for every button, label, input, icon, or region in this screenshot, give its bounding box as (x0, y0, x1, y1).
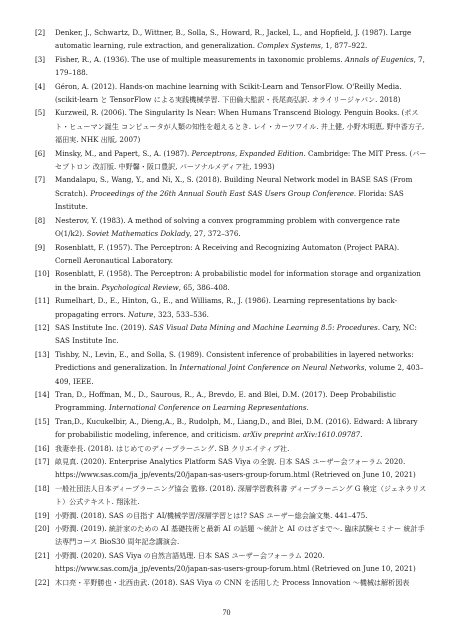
reference-source-title: Proceedings of the 26th Annual South East SAS Users Group Conference (90, 188, 354, 198)
reference-text-segment: , 1, 877–922. (320, 41, 368, 51)
reference-source-title: Soviet Mathematics Doklady (86, 229, 190, 239)
reference-item (35, 214, 427, 241)
reference-source-title: arXiv preprint arXiv:1610.09787 (242, 430, 361, 440)
reference-text-segment: . (306, 403, 309, 413)
reference-text-segment: 我妻幸長. (2018). はじめてのディープラーニング. SB クリエイティブ社. (55, 443, 290, 453)
reference-number: [4] (35, 81, 46, 91)
reference-text-segment: . Florida: SAS Institute. (55, 188, 404, 212)
reference-number: [19] (35, 510, 50, 520)
reference-item (35, 294, 427, 321)
reference-number: [9] (35, 242, 46, 252)
reference-text (55, 269, 421, 291)
reference-text-segment: 小野潤. (2019). 統計家のための AI 基礎技術と最新 AI の話題 〜統計と AI のはざまで〜. 臨床試験セミナー 統計手法専門コース BioS30 周年記念講演会. (55, 524, 425, 547)
reference-text-segment: Kurzweil, R. (2006). The Singularity Is Near: When Humans Transcend Biology. Penguin Books. (ポスト・ヒューマン誕生 コンピュータが人類の知性を超えるとき. レイ・カーツワイル. 井上健, 小野木明恵, 野中香方子, 福田実. NHK 出版, 2007) (55, 108, 425, 145)
reference-text-segment: 木口亮・平野勝也・北西由武. (2018). SAS Viya の CNN を活用した Process Innovation 〜機械は解析図表 (55, 577, 410, 587)
reference-item (35, 26, 427, 53)
reference-text (55, 243, 399, 265)
reference-text-segment: 畝見真. (2020). Enterprise Analytics Platform SAS Viya の全貌. 日本 SAS ユーザー会フォーラム 2020. https://www.sas.com/ja_jp/events/20/japan-sas-users-group-forum.html (Retrieved on June 10, 2021) (55, 457, 416, 480)
reference-text-segment: . Cambridge: The MIT Press. (パーセプトロン 改訂版. 中野馨・阪口豊訳, パーソナルメディア社, 1993) (55, 148, 427, 172)
reference-number: [14] (35, 389, 50, 399)
reference-text (55, 444, 289, 453)
reference-text-segment: Tran, D., Hoffman, M., D., Saurous, R., A., Brevdo, E. and Blei, D.M. (2017). Deep Probabilistic Programming. (55, 389, 397, 413)
reference-text (55, 511, 368, 520)
reference-text (55, 108, 424, 144)
reference-item (35, 522, 427, 549)
reference-item (35, 348, 427, 388)
reference-text-segment: Géron, A. (2012). Hands‐on machine learning with Scikit-Learn and TensorFlow. O'Reilly Media. (scikit-learn と TensorFlow による実践機械学習. 下田倫大監訳・長尾高弘訳. オライリージャパン. 2018) (55, 81, 402, 105)
reference-text (55, 296, 397, 318)
reference-text-segment: Denker, J., Schwartz, D., Wittner, B., Solla, S., Howard, R., Jackel, L., and Hopfield, J. (1987). Large automatic learning, rule extraction, and generalization. (55, 28, 412, 51)
reference-text (55, 216, 400, 238)
reference-text (55, 390, 396, 412)
reference-number: [21] (35, 550, 50, 560)
reference-number: [2] (35, 28, 46, 37)
reference-source-title: Complex Systems (257, 41, 321, 51)
reference-text-segment: . Cary, NC: SAS Institute Inc. (55, 322, 417, 346)
reference-text-segment: Tishby, N., Levin, E., and Solla, S. (1989). Consistent inference of probabilities in layered networks: Predictions and generalization. In (55, 349, 414, 373)
reference-number: [22] (35, 577, 50, 587)
reference-source-title: Nature (128, 309, 154, 319)
reference-text (55, 484, 426, 506)
reference-list (35, 26, 427, 589)
reference-item (35, 442, 427, 455)
reference-item (35, 267, 427, 294)
reference-text-segment: 小野潤. (2020). SAS Viya の自然言語処理. 日本 SAS ユーザー会フォーラム 2020. https://www.sas.com/ja_jp/events/20/japan-sas-users-group-forum.html (Retrieved on June 10, 2021) (55, 550, 416, 574)
reference-item (35, 173, 427, 213)
reference-source-title: International Conference on Learning Representations (108, 403, 307, 413)
reference-item (35, 576, 427, 589)
reference-number: [11] (35, 296, 50, 306)
reference-item (35, 482, 427, 509)
reference-item (35, 509, 427, 522)
reference-text (55, 457, 416, 479)
reference-text-segment: Fisher, R., A. (1936). The use of multiple measurements in taxonomic problems. (55, 54, 345, 64)
reference-number: [3] (35, 54, 46, 64)
reference-text (55, 175, 412, 211)
reference-source-title: Psychological Review (101, 282, 179, 292)
reference-text-segment: , 7, 179–188. (55, 54, 425, 78)
page-number: 70 (222, 608, 231, 617)
reference-text-segment: Nesterov, Y. (1983). A method of solving a convex programming problem with convergence rate O(1/k2). (55, 215, 400, 239)
reference-item (35, 455, 427, 482)
reference-item (35, 53, 427, 80)
reference-text-segment: Rumelhart, D., E., Hinton, G., E., and Williams, R., J. (1986). Learning representations by back-propagating errors. (55, 296, 397, 319)
reference-text (55, 28, 411, 50)
reference-text-segment: Tran,D., Kucukelbir, A., Dieng,A., B., Rudolph, M., Liang,D., and Blei, D.M. (2016). Edward: A library for probabilistic modeling, inference, and criticism. (55, 416, 418, 440)
reference-text-segment: , 65, 386–408. (178, 282, 230, 292)
reference-number: [13] (35, 349, 50, 359)
reference-source-title: International Joint Conference on Neural Networks (179, 363, 365, 373)
reference-source-title: Annals of Eugenics (344, 54, 414, 64)
reference-text (55, 82, 402, 104)
reference-text-segment: , 27, 372–376. (189, 229, 241, 239)
reference-number: [12] (35, 322, 50, 332)
reference-text-segment: . (360, 430, 363, 440)
reference-number: [8] (35, 215, 46, 225)
reference-text (55, 323, 417, 345)
reference-text-segment: , 323, 533–536. (153, 309, 209, 319)
reference-number: [5] (35, 108, 46, 118)
reference-text-segment: Rosenblatt, F. (1958). The Perceptron: A probabilistic model for information storage and organization in the brain. (55, 269, 421, 292)
reference-text (55, 551, 416, 573)
reference-text (55, 55, 425, 77)
reference-text (55, 149, 426, 171)
reference-item (35, 80, 427, 107)
reference-item (35, 549, 427, 576)
reference-number: [15] (35, 416, 50, 426)
reference-item (35, 388, 427, 415)
reference-source-title: SAS Visual Data Mining and Machine Learning 8.5: Procedures (148, 322, 378, 332)
reference-number: [20] (35, 524, 50, 534)
reference-text (55, 350, 423, 386)
reference-text-segment: SAS Institute Inc. (2019). (55, 322, 149, 332)
reference-item (35, 415, 427, 442)
reference-number: [6] (35, 148, 46, 158)
reference-item (35, 106, 427, 146)
reference-text-segment: Rosenblatt, F. (1957). The Perceptron: A Receiving and Recognizing Automaton (Project PARA). Cornell Aeronautical Laboratory. (55, 242, 400, 265)
reference-item (35, 147, 427, 174)
reference-text (55, 524, 425, 546)
reference-source-title: Perceptrons, Expanded Edition (191, 148, 304, 158)
reference-number: [17] (35, 457, 50, 466)
reference-text-segment: Minsky, M., and Papert, S., A. (1987). (55, 148, 192, 158)
reference-text-segment: 小野潤. (2018). SAS の目指す AI/機械学習/深層学習とは!? SAS ユーザー総会論文集. 441–475. (55, 510, 368, 520)
reference-text-segment: Mandalapu, S., Wang, Y., and Ni, X., S. (2018). Building Neural Network model in BASE SAS (From Scratch). (55, 175, 413, 198)
reference-text (55, 578, 409, 587)
reference-number: [16] (35, 443, 50, 453)
reference-item (35, 321, 427, 348)
reference-item (35, 241, 427, 268)
reference-text (55, 417, 418, 439)
reference-number: [10] (35, 269, 50, 279)
reference-number: [18] (35, 483, 50, 493)
reference-text-segment: 一般社団法人日本ディープラーニング協会 監修. (2018). 深層学習教科書 ディープラーニング G 検定（ジェネラリスト）公式テキスト. 翔泳社. (55, 483, 427, 507)
reference-text-segment: , volume 2, 403–409, IEEE. (55, 363, 424, 386)
reference-number: [7] (35, 175, 46, 185)
